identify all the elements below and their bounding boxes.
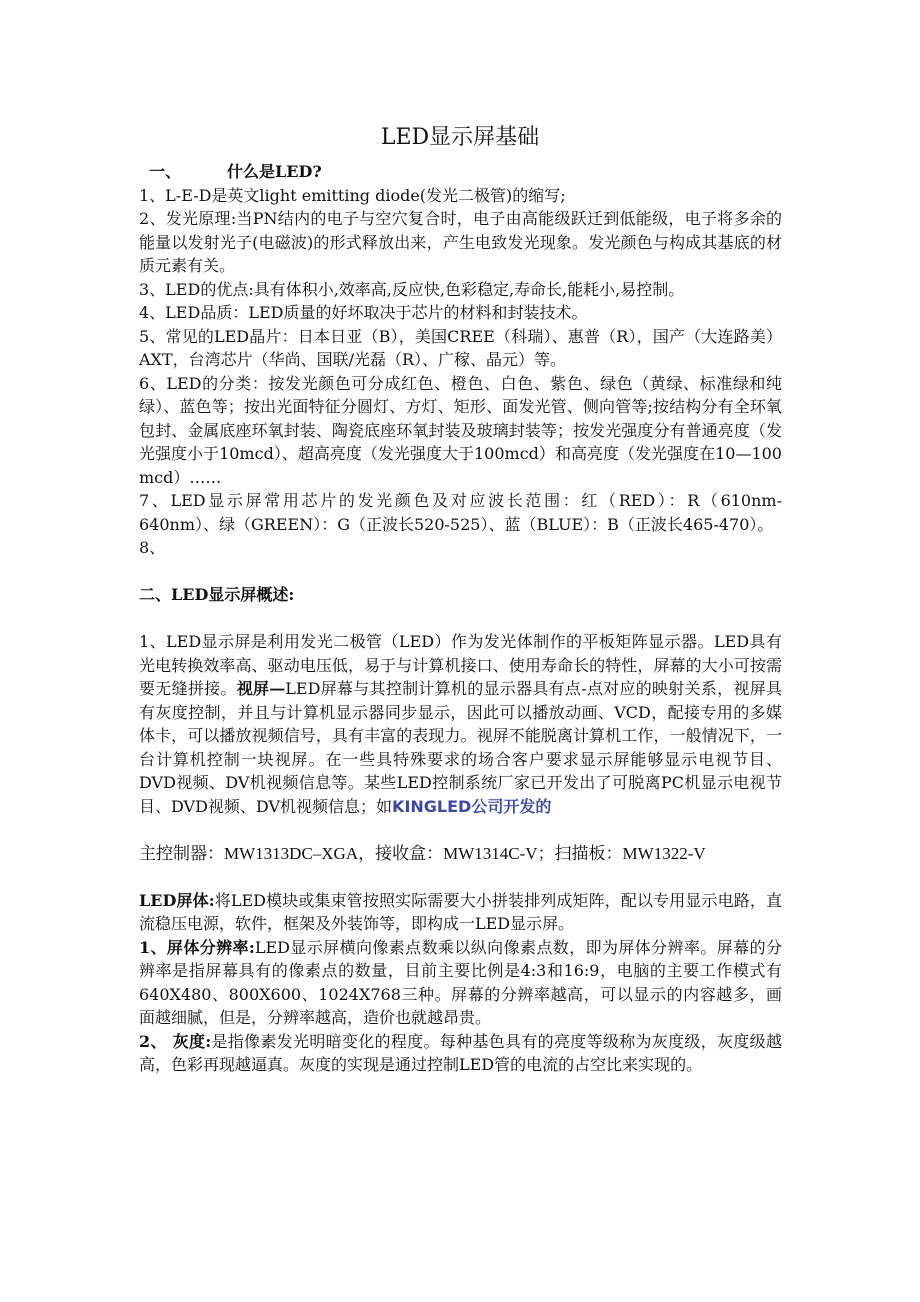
- paragraph-led-body: [139, 889, 782, 936]
- resolution-text: LED显示屏横向像素点数乘以纵向像素点数，即为屏体分辨率。屏幕的分辨率是指屏幕具有的像素点的数量，目前主要比例是4:3和16:9，电脑的主要工作模式有640X480、800X600、1024X768三种。屏幕的分辨率越高，可以显示的内容越多，画面越细腻，但是，分辨率越高，造价也就越昂贵。: [139, 937, 782, 1027]
- paragraph-2-1-text-b: LED屏幕与其控制计算机的显示器具有点-点对应的映射关系，视屏具有灰度控制，并且与计算机显示器同步显示，因此可以播放动画、VCD，配接专用的多媒体卡，可以播放视频信号，具有丰富的表现力。视屏不能脱离计算机工作，一般情况下，一台计算机控制一块视屏。在一些具特殊要求的场合客户要求显示屏能够显示电视节目、DVD视频、DV机视频信息等。某些LED控制系统厂家已开发出了可脱离PC机显示电视节目、DVD视频、DV机视频信息；如: [139, 679, 782, 816]
- paragraph-1-7: 7、LED显示屏常用芯片的发光颜色及对应波长范围：红（RED）：R（610nm-640nm）、绿（GREEN）：G（正波长520-525）、蓝（BLUE）：B（正波长465-470）。: [139, 491, 782, 534]
- paragraph-1-3: 3、LED的优点:具有体积小,效率高,反应快,色彩稳定,寿命长,能耗小,易控制。: [139, 279, 685, 299]
- grayscale-term: 2、 灰度:: [139, 1031, 212, 1051]
- section-2-heading: [139, 583, 782, 607]
- paragraph-1-1: 1、L-E-D是英文light emitting diode(发光二极管)的缩写;: [139, 185, 566, 205]
- resolution-term: 1、屏体分辨率:: [139, 937, 255, 957]
- spacer: [139, 607, 782, 631]
- paragraph-1-4: 4、LED品质：LED质量的好坏取决于芯片的材料和封装技术。: [139, 303, 588, 322]
- paragraph-resolution: [139, 936, 782, 1030]
- document-body: [139, 160, 782, 1077]
- controller-models: 主控制器：MW1313DC–XGA，接收盒：MW1314C-V；扫描板：MW1322-V: [139, 843, 706, 863]
- paragraph-1-5: 5、常见的LED晶片：日本日亚（B），美国CREE（科瑞）、惠普（R），国产（大连路美）AXT，台湾芯片（华尚、国联/光磊（R）、广稼、晶元）等。: [139, 326, 782, 369]
- paragraph-2-1-text-a: 1、LED显示屏是利用发光二极管（LED）作为发光体制作的平板矩阵显示器。LED具有光电转换效率高、驱动电压低，易于与计算机接口、使用寿命长的特性，屏幕的大小可按需要无缝拼接。: [139, 632, 782, 698]
- spacer: [139, 865, 782, 889]
- spacer: [139, 560, 782, 584]
- paragraph-1-8: 8、: [139, 538, 166, 557]
- led-body-term: LED屏体:: [139, 890, 215, 910]
- grayscale-text: 是指像素发光明暗变化的程度。每种基色具有的亮度等级称为灰度级，灰度级越高，色彩再现越逼真。灰度的实现是通过控制LED管的电流的占空比来实现的。: [139, 1031, 782, 1074]
- paragraph-1-2: 2、发光原理:当PN结内的电子与空穴复合时，电子由高能级跃迁到低能级，电子将多余的能量以发射光子(电磁波)的形式释放出来，产生电致发光现象。发光颜色与构成其基底的材质元素有关。: [139, 209, 782, 275]
- led-body-text: 将LED模块或集束管按照实际需要大小拼装排列成矩阵，配以专用显示电路，直流稳压电源，软件，框架及外装饰等，即构成一LED显示屏。: [139, 890, 782, 933]
- section-2-title: 二、LED显示屏概述:: [139, 585, 295, 604]
- paragraph-2-1: [139, 630, 782, 818]
- spacer: [139, 818, 782, 842]
- section-1-number: 一、: [149, 162, 182, 181]
- kingled-company-text: KINGLED公司开发的: [392, 796, 552, 816]
- page-title: LED显示屏基础: [380, 125, 540, 150]
- section-1-title: 什么是LED?: [227, 162, 322, 181]
- section-1-heading: [139, 160, 782, 184]
- paragraph-grayscale: [139, 1030, 782, 1077]
- video-screen-term: 视屏—: [236, 679, 286, 698]
- paragraph-1-6: 6、LED的分类：按发光颜色可分成红色、橙色、白色、紫色、绿色（黄绿、标准绿和纯绿）、蓝色等；按出光面特征分圆灯、方灯、矩形、面发光管、侧向管等;按结构分有全环氧包封、金属底座环氧封装、陶瓷底座环氧封装及玻璃封装等；按发光强度分有普通亮度（发光强度小于10mcd）、超高亮度（发光强度大于100mcd）和高亮度（发光强度在10—100 mcd）……: [139, 373, 782, 487]
